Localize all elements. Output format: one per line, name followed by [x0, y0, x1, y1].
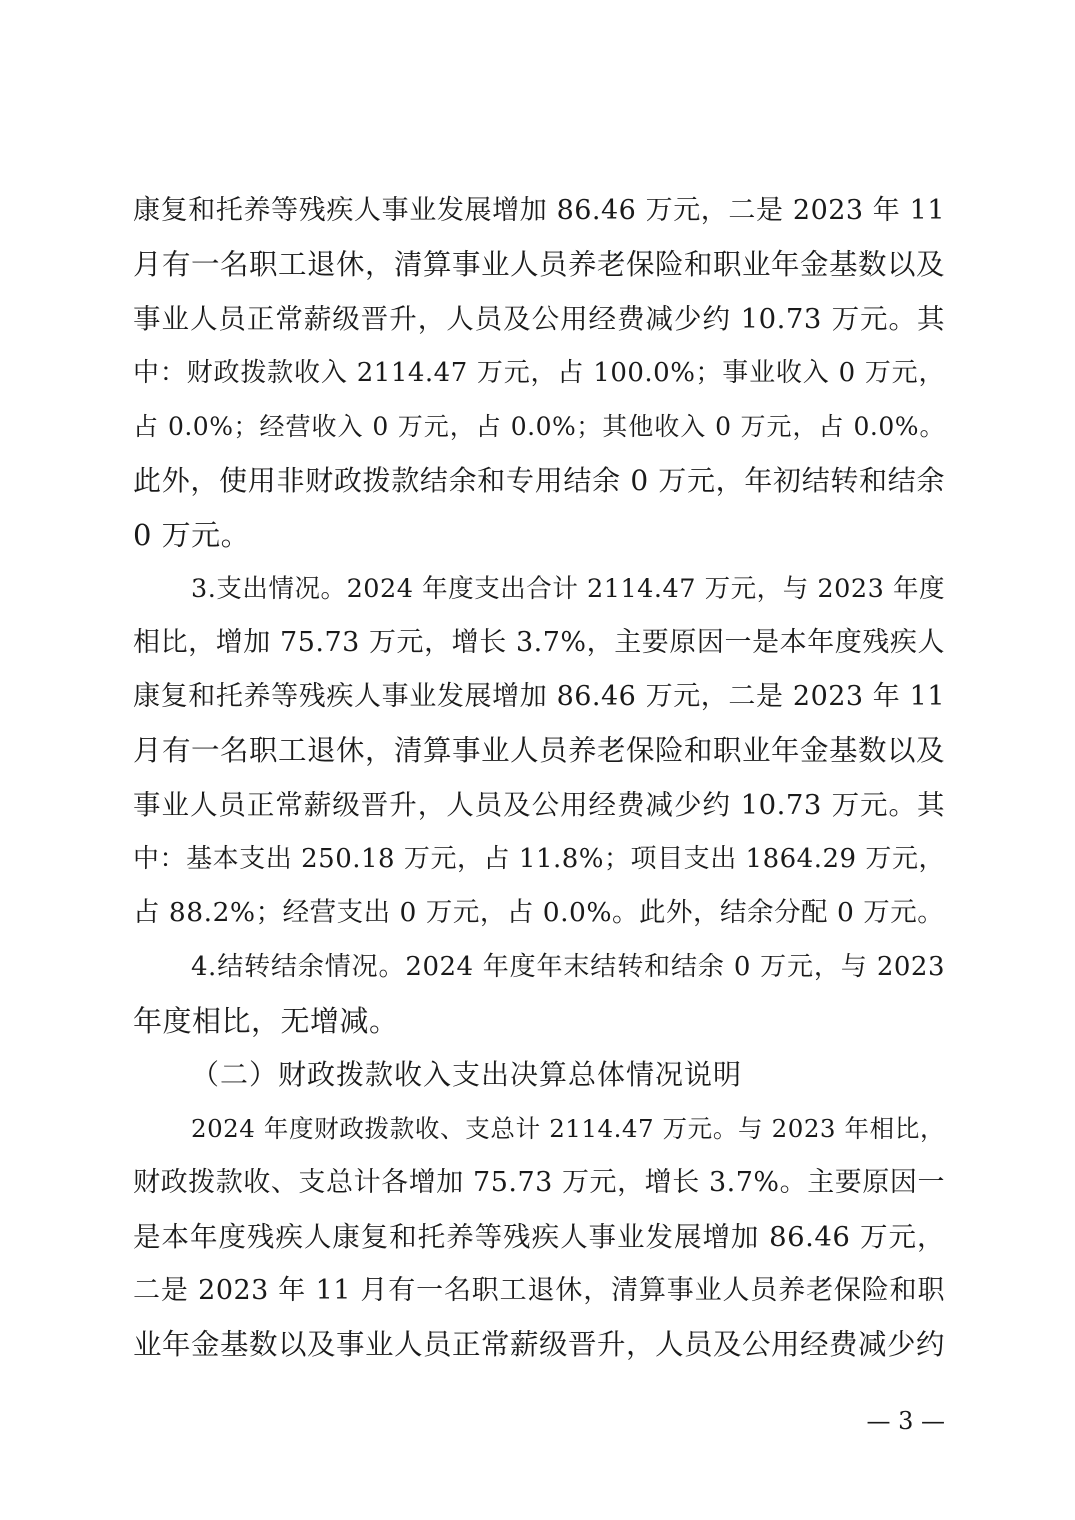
text-line: 中：财政拨款收入 2114.47 万元，占 100.0%；事业收入 0 万元， [133, 358, 945, 388]
text-line: 康复和托养等残疾人事业发展增加 86.46 万元，二是 2023 年 11 [133, 195, 945, 226]
text-line: 中：基本支出 250.18 万元，占 11.8%；项目支出 1864.29 万元， [133, 844, 945, 874]
paragraph-start: 2024 年度财政拨款收、支总计 2114.47 万元。与 2023 年相比， [191, 1114, 945, 1143]
text-line: 康复和托养等残疾人事业发展增加 86.46 万元，二是 2023 年 11 [133, 681, 945, 712]
text-line: 相比，增加 75.73 万元，增长 3.7%，主要原因一是本年度残疾人 [133, 627, 945, 658]
text-line: 此外，使用非财政拨款结余和专用结余 0 万元，年初结转和结余 [133, 464, 945, 497]
section-expenditure-start: 3.支出情况。2024 年度支出合计 2114.47 万元，与 2023 年度 [191, 574, 945, 604]
text-line: 是本年度残疾人康复和托养等残疾人事业发展增加 86.46 万元， [133, 1221, 945, 1253]
section-carryover-start: 4.结转结余情况。2024 年度年末结转和结余 0 万元，与 2023 [191, 952, 945, 982]
text-line: 年度相比，无增减。 [133, 1004, 399, 1038]
text-line: 二是 2023 年 11 月有一名职工退休，清算事业人员养老保险和职 [133, 1275, 945, 1306]
text-line: 月有一名职工退休，清算事业人员养老保险和职业年金基数以及 [133, 734, 946, 767]
text-line: 事业人员正常薪级晋升，人员及公用经费减少约 10.73 万元。其 [133, 789, 945, 821]
text-line: 事业人员正常薪级晋升，人员及公用经费减少约 10.73 万元。其 [133, 303, 945, 335]
text-line: 占 88.2%；经营支出 0 万元，占 0.0%。此外，结余分配 0 万元。 [133, 897, 945, 928]
text-line: 月有一名职工退休，清算事业人员养老保险和职业年金基数以及 [133, 248, 946, 281]
page-number: — 3 — [866, 1407, 945, 1435]
text-line: 0 万元。 [133, 518, 251, 552]
text-line: 占 0.0%；经营收入 0 万元，占 0.0%；其他收入 0 万元，占 0.0%。 [133, 412, 945, 441]
text-line: 财政拨款收、支总计各增加 75.73 万元，增长 3.7%。主要原因一 [133, 1167, 945, 1198]
document-body [133, 184, 945, 1372]
text-line: 业年金基数以及事业人员正常薪级晋升，人员及公用经费减少约 [133, 1328, 946, 1361]
section-heading: （二）财政拨款收入支出决算总体情况说明 [191, 1058, 743, 1091]
